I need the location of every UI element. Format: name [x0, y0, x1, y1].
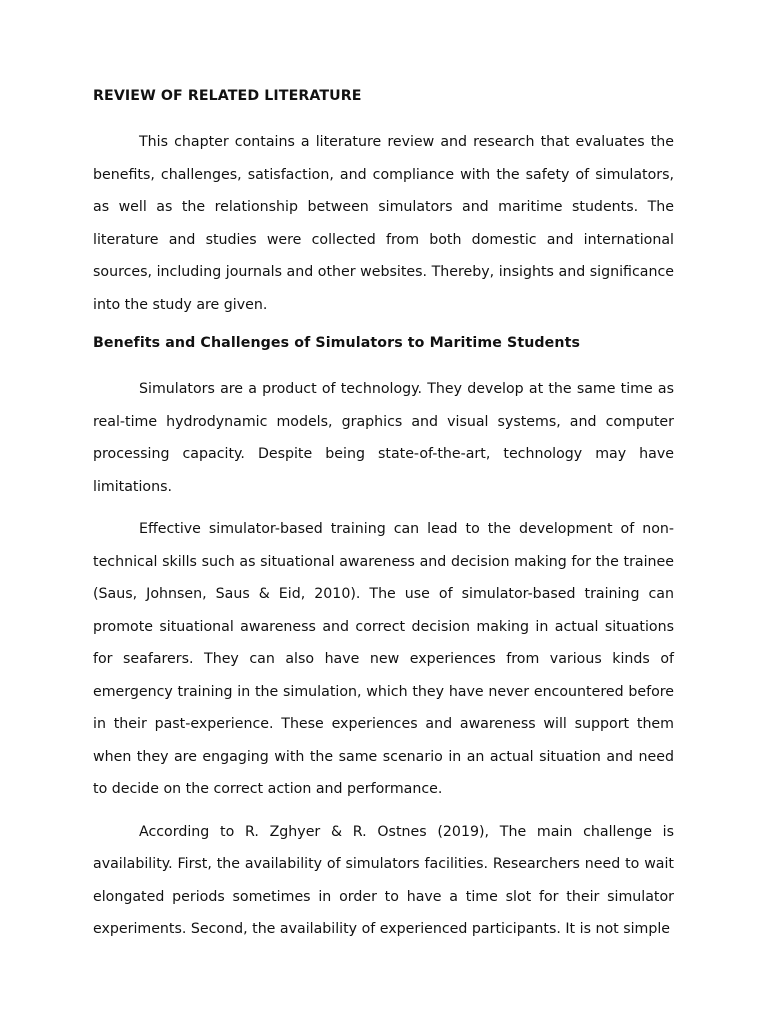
- paragraph-training: Effective simulator-based training can lead to the development of non-technical skills such as situational awareness and decision making for the trainee (Saus, Johnsen, Saus & Eid, 2010). The use of simulator-based training can promote situational awareness and correct decision making in actual situations for seafarers. They can also have new experiences from various kinds of emergency training in the simulation, which they have never encountered before in their past-experience. These experiences and awareness will support them when they are engaging with the same scenario in an actual situation and need to decide on the correct action and performance.: [93, 521, 674, 797]
- paragraph-challenges: According to R. Zghyer & R. Ostnes (2019), The main challenge is availability. First, the availability of simulators facilities. Researchers need to wait elongated periods sometimes in order to have a time slot for their simulator experiments. Second, the availability of experienced participants. It is not simple: [93, 823, 674, 937]
- document-title: REVIEW OF RELATED LITERATURE: [93, 88, 362, 104]
- paragraph-technology: Simulators are a product of technology. They develop at the same time as real-time hydrodynamic models, graphics and visual systems, and computer processing capacity. Despite being state-of-the-art, technology may have limitations.: [93, 381, 674, 495]
- intro-paragraph: This chapter contains a literature review and research that evaluates the benefits, challenges, satisfaction, and compliance with the safety of simulators, as well as the relationship between simulators and maritime students. The literature and studies were collected from both domestic and international sources, including journals and other websites. Thereby, insights and significance into the study are given.: [93, 134, 674, 313]
- section-heading: Benefits and Challenges of Simulators to Maritime Students: [93, 335, 581, 351]
- document-page: [93, 84, 674, 956]
